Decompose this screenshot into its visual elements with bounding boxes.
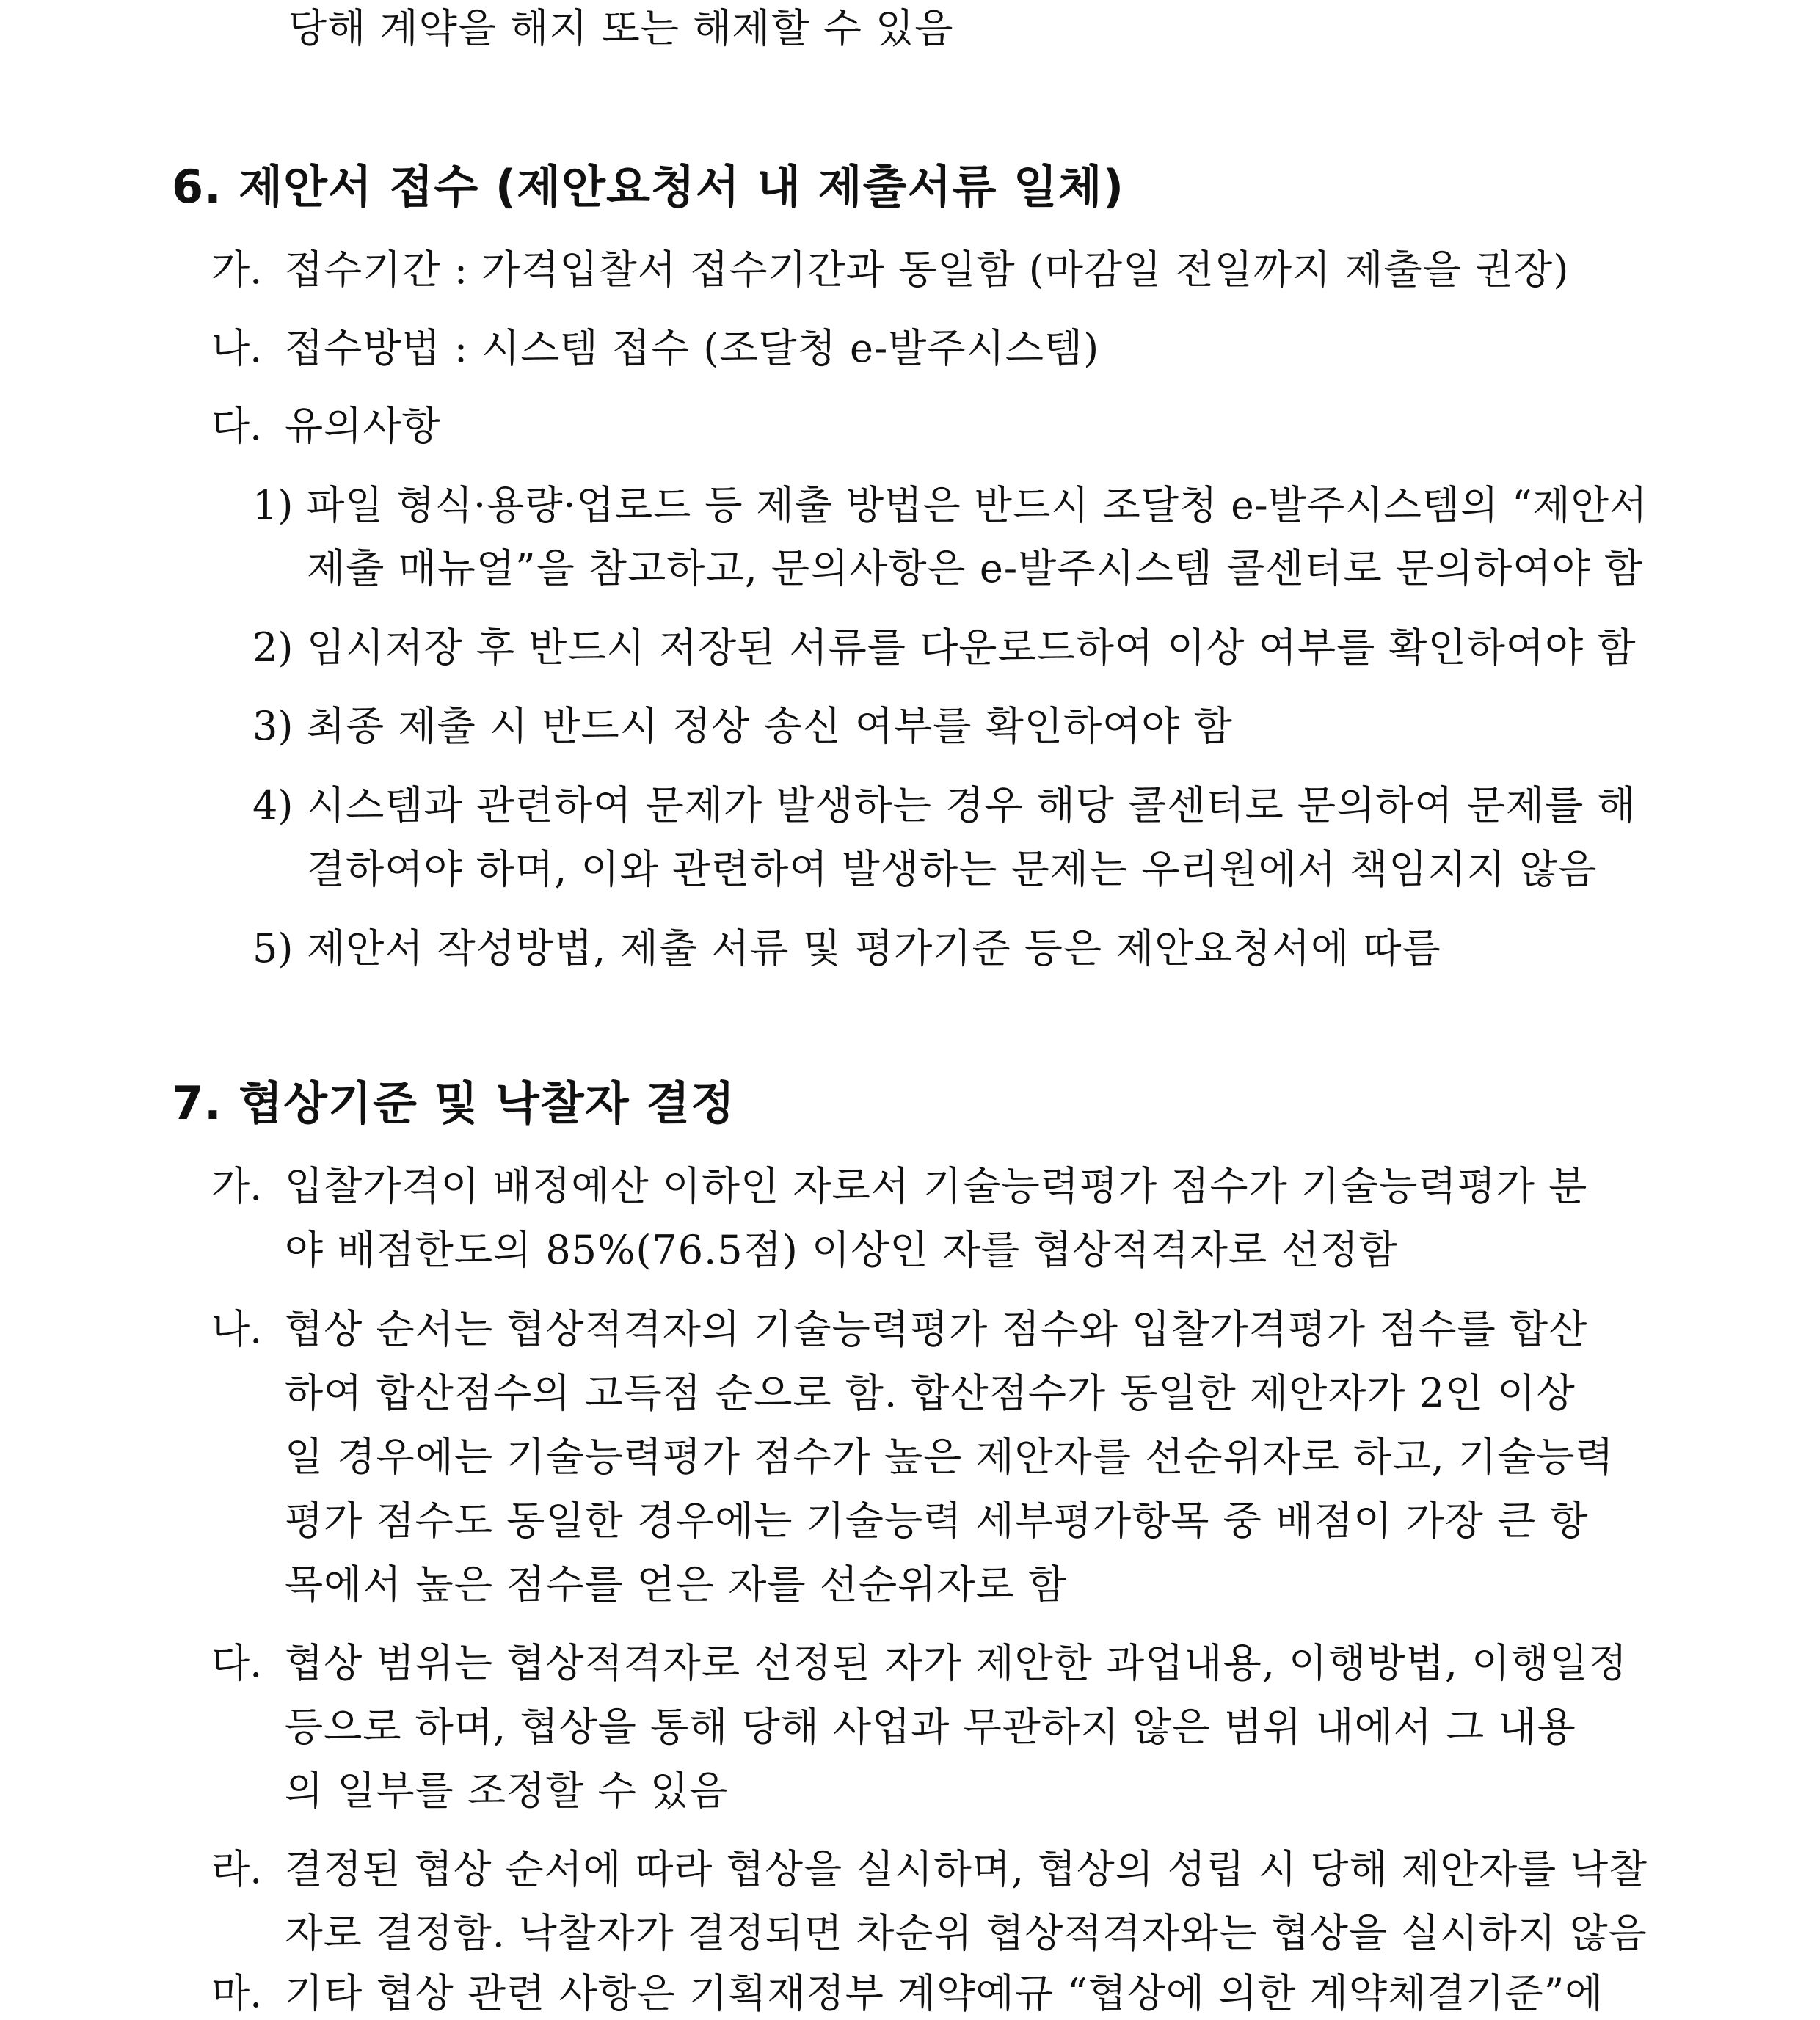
section-7-item-ma-marker: 마. (211, 1970, 263, 2016)
note-3-marker: 3) (252, 703, 294, 749)
section-7-item-da-line-3: 의 일부를 조정할 수 있음 (285, 1768, 729, 1814)
section-7-item-ra-line-1: 결정된 협상 순서에 따라 협상을 실시하며, 협상의 성립 시 당해 제안자를 낙찰 (285, 1846, 1648, 1892)
section-7-item-ra-line-2: 자로 결정함. 낙찰자가 결정되면 차순위 협상적격자와는 협상을 실시하지 않음 (285, 1910, 1648, 1956)
section-7-item-da-line-1: 협상 범위는 협상적격자로 선정된 자가 제안한 과업내용, 이행방법, 이행일정 (285, 1640, 1628, 1686)
note-2-marker: 2) (252, 624, 294, 671)
section-7-item-na-line-1: 협상 순서는 협상적격자의 기술능력평가 점수와 입찰가격평가 점수를 합산 (285, 1306, 1588, 1352)
section-7-item-na-line-3: 일 경우에는 기술능력평가 점수가 높은 제안자를 선순위자로 하고, 기술능력 (285, 1434, 1615, 1480)
section-7-heading: 7. 협상기준 및 낙찰자 결정 (172, 1076, 735, 1130)
section-6-item-ga: 접수기간 : 가격입찰서 접수기간과 동일함 (마감일 전일까지 제출을 권장) (285, 247, 1570, 293)
note-4-line-2: 결하여야 하며, 이와 관련하여 발생하는 문제는 우리원에서 책임지지 않음 (307, 846, 1598, 892)
section-7-item-na-marker: 나. (211, 1306, 263, 1352)
note-2-line-1: 임시저장 후 반드시 저장된 서류를 다운로드하여 이상 여부를 확인하여야 함 (307, 624, 1637, 671)
section-6-heading: 6. 제안서 접수 (제안요청서 내 제출서류 일체) (172, 160, 1125, 214)
section-7-item-da-line-2: 등으로 하며, 협상을 통해 당해 사업과 무관하지 않은 범위 내에서 그 내용 (285, 1704, 1576, 1750)
section-7-item-ra-marker: 라. (211, 1846, 263, 1892)
note-1-marker: 1) (252, 482, 294, 528)
section-6-item-na: 접수방법 : 시스템 접수 (조달청 e-발주시스템) (285, 325, 1100, 371)
section-7-item-ma-line-1: 기타 협상 관련 사항은 기획재정부 계약예규 “협상에 의한 계약체결기준”에 (285, 1970, 1604, 2016)
section-6-item-ga-marker: 가. (211, 247, 263, 293)
section-6-item-da: 유의사항 (285, 403, 441, 449)
section-6-item-da-marker: 다. (211, 403, 263, 449)
note-5-marker: 5) (252, 925, 294, 971)
note-1-line-2: 제출 매뉴얼”을 참고하고, 문의사항은 e-발주시스템 콜센터로 문의하여야 함 (307, 545, 1644, 591)
note-4-marker: 4) (252, 782, 294, 828)
section-7-item-na-line-4: 평가 점수도 동일한 경우에는 기술능력 세부평가항목 중 배점이 가장 큰 항 (285, 1498, 1589, 1544)
note-5-line-1: 제안서 작성방법, 제출 서류 및 평가기준 등은 제안요청서에 따름 (307, 925, 1441, 971)
section-7-item-ga-line-2: 야 배점한도의 85%(76.5점) 이상인 자를 협상적격자로 선정함 (285, 1227, 1398, 1273)
note-1-line-1: 파일 형식·용량·업로드 등 제출 방법은 반드시 조달청 e-발주시스템의 “제안서 (307, 482, 1648, 528)
note-3-line-1: 최종 제출 시 반드시 정상 송신 여부를 확인하여야 함 (307, 703, 1233, 749)
section-7-item-da-marker: 다. (211, 1640, 263, 1686)
note-4-line-1: 시스템과 관련하여 문제가 발생하는 경우 해당 콜센터로 문의하여 문제를 해 (307, 782, 1637, 828)
section-6-item-na-marker: 나. (211, 325, 263, 371)
section-7-item-ga-marker: 가. (211, 1163, 263, 1209)
section-7-item-na-line-5: 목에서 높은 점수를 얻은 자를 선순위자로 함 (285, 1561, 1067, 1608)
section-7-item-ga-line-1: 입찰가격이 배정예산 이하인 자로서 기술능력평가 점수가 기술능력평가 분 (285, 1163, 1588, 1209)
continuation-text: 당해 계약을 해지 또는 해제할 수 있음 (288, 5, 954, 51)
section-7-item-na-line-2: 하여 합산점수의 고득점 순으로 함. 합산점수가 동일한 제안자가 2인 이상 (285, 1370, 1576, 1416)
